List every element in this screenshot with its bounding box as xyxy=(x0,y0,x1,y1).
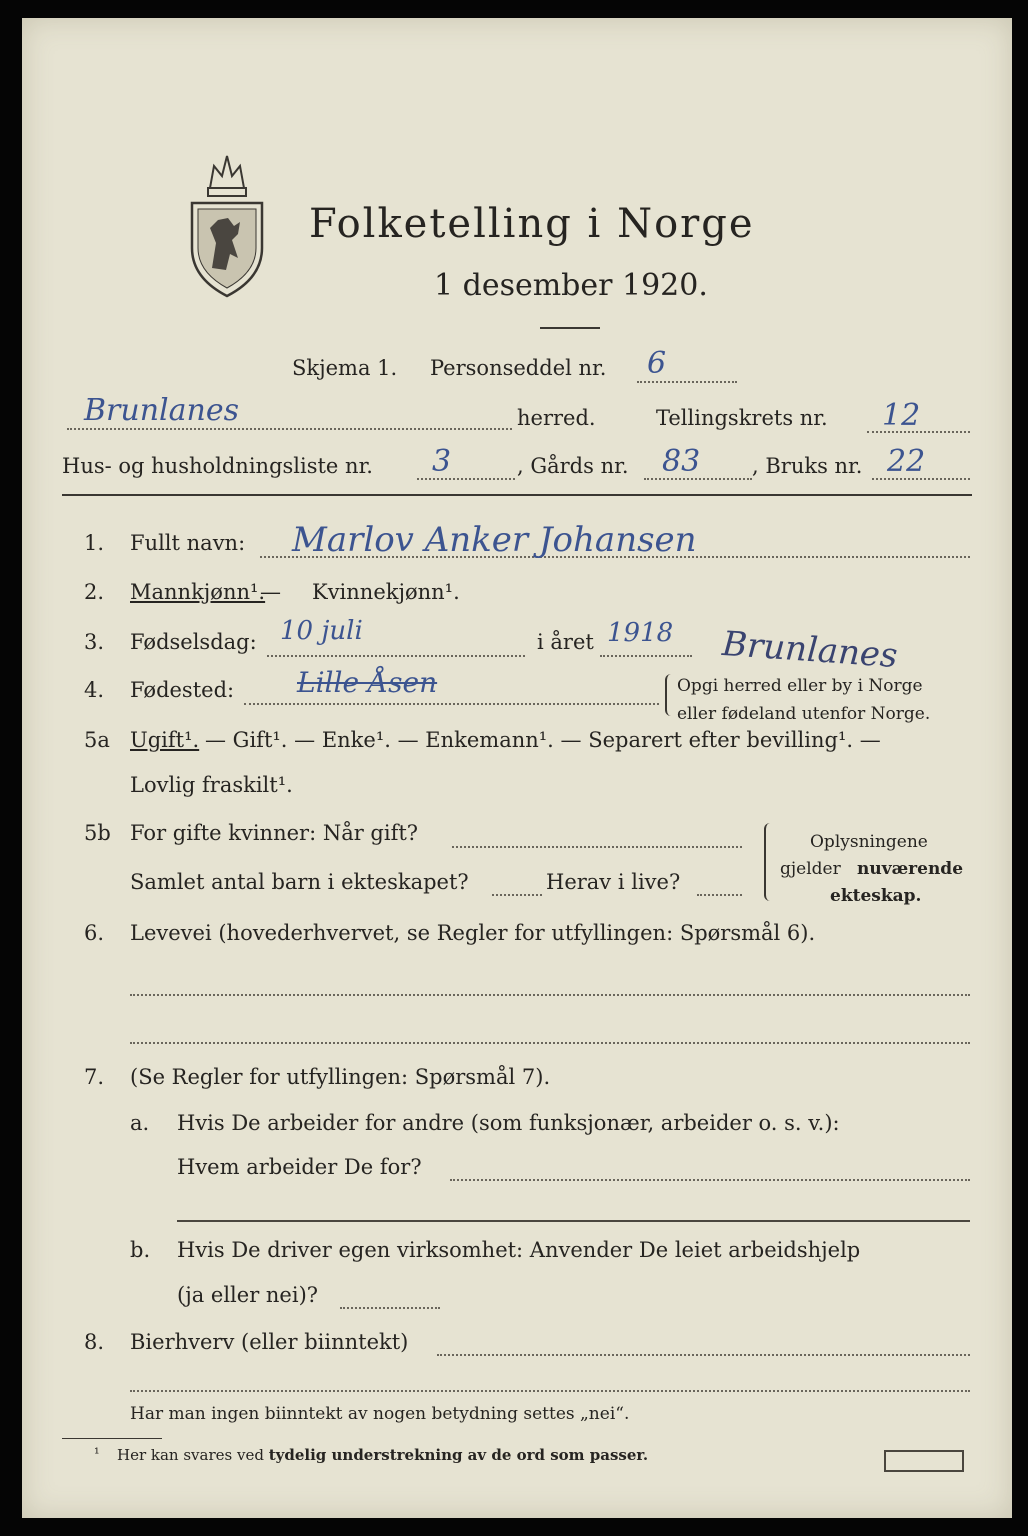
occupation-field-2[interactable] xyxy=(130,1042,970,1044)
q5b-label-married: For gifte kvinner: Når gift? xyxy=(130,821,419,845)
side-income-field-2[interactable] xyxy=(130,1390,970,1392)
q2-sep: — xyxy=(260,580,281,604)
q5b-hint-1: Oplysningene xyxy=(810,832,928,852)
form-date: 1 desember 1920. xyxy=(434,268,708,303)
tellingskrets-value: 12 xyxy=(882,398,921,433)
birthplace-note: Brunlanes xyxy=(720,623,899,677)
children-alive-field[interactable] xyxy=(697,894,742,896)
gards-value: 83 xyxy=(662,444,701,479)
q5a-line2[interactable]: Lovlig fraskilt¹. xyxy=(130,773,293,797)
q2-female[interactable]: Kvinnekjønn¹. xyxy=(312,580,460,604)
bruks-value: 22 xyxy=(887,444,926,479)
herred-value: Brunlanes xyxy=(84,393,239,428)
footer-note: Har man ingen biinntekt av nogen betydning settes „nei“. xyxy=(130,1404,630,1424)
q5a-ugift[interactable]: Ugift¹. xyxy=(130,728,200,752)
children-count-field[interactable] xyxy=(492,894,542,896)
q7a-label-2: Hvem arbeider De for? xyxy=(177,1155,422,1179)
footnote-bold: tydelig understrekning av de ord som passer. xyxy=(268,1446,649,1464)
q4-hint-2: eller fødeland utenfor Norge. xyxy=(677,704,931,724)
birthday-field[interactable] xyxy=(267,655,525,657)
husliste-label: Hus- og husholdningsliste nr. xyxy=(62,454,373,478)
personseddel-label: Personseddel nr. xyxy=(430,356,607,380)
q7-number: 7. xyxy=(84,1065,105,1089)
q1-number: 1. xyxy=(84,531,105,555)
q4-number: 4. xyxy=(84,678,105,702)
q5b-hint-2a: gjelder xyxy=(780,859,841,879)
full-name-value: Marlov Anker Johansen xyxy=(292,520,697,560)
personseddel-value: 6 xyxy=(647,346,667,381)
birthplace-field[interactable] xyxy=(244,703,659,705)
footnote-text xyxy=(117,1446,648,1464)
q5b-hint-3: ekteskap. xyxy=(830,886,922,906)
q5a-number: 5a xyxy=(84,728,110,752)
birth-year-value: 1918 xyxy=(607,618,674,648)
occupation-field-1[interactable] xyxy=(130,994,970,996)
q8-label: Bierhverv (eller biinntekt) xyxy=(130,1330,409,1354)
birth-year-field[interactable] xyxy=(600,655,692,657)
q5b-hint-2b: nuværende xyxy=(857,859,964,879)
employer-field-1[interactable] xyxy=(450,1179,970,1181)
herred-field[interactable] xyxy=(67,428,512,430)
q5a-options[interactable]: — Gift¹. — Enke¹. — Enkemann¹. — Separert efter bevilling¹. — xyxy=(205,728,881,752)
birthday-value: 10 juli xyxy=(280,616,363,646)
husliste-value: 3 xyxy=(432,444,452,479)
q5b-brace xyxy=(764,823,770,901)
q2-number: 2. xyxy=(84,580,105,604)
census-form xyxy=(22,18,1012,1518)
q6-number: 6. xyxy=(84,921,105,945)
title-divider xyxy=(540,327,600,329)
q7b-label: Hvis De driver egen virksomhet: Anvender De leiet arbeidshjelp xyxy=(177,1238,861,1262)
q5b-label-alive: Herav i live? xyxy=(546,870,681,894)
footnote-plain: Her kan svares ved xyxy=(117,1446,269,1464)
form-title: Folketelling i Norge xyxy=(309,201,755,247)
q7-label: (Se Regler for utfyllingen: Spørsmål 7). xyxy=(130,1065,551,1089)
q6-label: Levevei (hovederhvervet, se Regler for utfyllingen: Spørsmål 6). xyxy=(130,921,816,945)
printer-stamp-icon xyxy=(884,1450,964,1472)
q1-label: Fullt navn: xyxy=(130,531,246,555)
q2-male[interactable]: Mannkjønn¹. xyxy=(130,580,266,604)
side-income-field-1[interactable] xyxy=(437,1354,970,1356)
employer-field-2[interactable] xyxy=(177,1220,970,1222)
q3-year-label: i året xyxy=(537,630,594,654)
q4-hint-1: Opgi herred eller by i Norge xyxy=(677,676,923,696)
q3-label: Fødselsdag: xyxy=(130,630,257,654)
header-rule xyxy=(62,494,972,496)
hired-help-field[interactable] xyxy=(340,1307,440,1309)
q5b-number: 5b xyxy=(84,821,111,845)
birthplace-value: Lille Åsen xyxy=(297,666,438,699)
q8-number: 8. xyxy=(84,1330,105,1354)
q4-brace xyxy=(665,674,671,716)
q5b-label-children: Samlet antal barn i ekteskapet? xyxy=(130,870,469,894)
coat-of-arms-icon xyxy=(182,148,272,298)
q7b-label-2: (ja eller nei)? xyxy=(177,1283,319,1307)
bruks-label: , Bruks nr. xyxy=(752,454,863,478)
q7b-number: b. xyxy=(130,1238,151,1262)
skjema-label: Skjema 1. xyxy=(292,356,398,380)
q3-number: 3. xyxy=(84,630,105,654)
footnote-rule xyxy=(62,1438,162,1439)
gards-label: , Gårds nr. xyxy=(517,454,629,478)
herred-label: herred. xyxy=(517,406,596,430)
q7a-label: Hvis De arbeider for andre (som funksjonær, arbeider o. s. v.): xyxy=(177,1111,840,1135)
personseddel-field[interactable] xyxy=(637,381,737,383)
q7a-number: a. xyxy=(130,1111,150,1135)
q4-label: Fødested: xyxy=(130,678,235,702)
footnote-marker: ¹ xyxy=(94,1446,100,1462)
married-date-field[interactable] xyxy=(452,846,742,848)
tellingskrets-label: Tellingskrets nr. xyxy=(656,406,828,430)
